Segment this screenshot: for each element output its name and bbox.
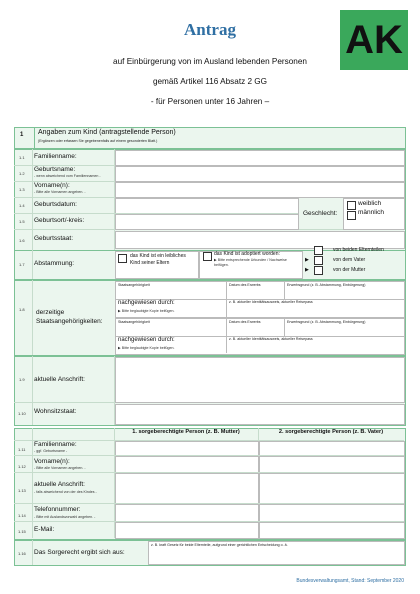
adopted-father-checkbox[interactable]: [314, 256, 323, 265]
birth-date-field[interactable]: [115, 198, 299, 214]
birth-place-field[interactable]: [115, 214, 299, 230]
first-names-label: Vorname(n):: [34, 182, 70, 189]
address-field[interactable]: [115, 357, 405, 403]
section-1-title: Angaben zum Kind (antragstellende Person): [38, 129, 176, 136]
birth-name-label: Geburtsname:: [34, 166, 76, 173]
descent-biological-label: das Kind ist ein leibliches Kind seiner Eltern: [130, 253, 186, 266]
birth-name-field[interactable]: [115, 166, 405, 182]
residence-state-field[interactable]: [115, 404, 405, 425]
guardian-1-email-field[interactable]: [115, 522, 259, 539]
citizenship-label: derzeitige Staatsangehörigkeiten:: [36, 309, 103, 325]
gender-female-label: weiblich: [358, 200, 382, 207]
section-1-number: 1: [20, 132, 24, 138]
descent-biological-checkbox[interactable]: [118, 254, 127, 263]
guardian-1-phone-field[interactable]: [115, 504, 259, 522]
guardian-1-first-names-field[interactable]: [115, 456, 259, 473]
guardian-1-family-name-field[interactable]: [115, 441, 259, 456]
guardian-2-header: 2. sorgeberechtigte Person (z. B. Vater): [278, 429, 384, 435]
subtitle-line-1: auf Einbürgerung von im Ausland lebenden Personen: [113, 57, 307, 66]
subtitle-line-2: gemäß Artikel 116 Absatz 2 GG: [152, 77, 268, 86]
ak-logo: AK: [340, 10, 408, 70]
guardian-2-family-name-field[interactable]: [259, 441, 405, 456]
adopted-both-parents-checkbox[interactable]: [314, 246, 323, 255]
birth-date-label: Geburtsdatum:: [34, 201, 77, 208]
guardian-phone-label: Telefonnummer:: [34, 506, 81, 513]
guardian-2-address-field[interactable]: [259, 473, 405, 504]
section-1-note: (Ergänzen oder erfassen Sie gegebenenfalls auf einem gesonderten Blatt.): [38, 139, 158, 143]
gender-female-checkbox[interactable]: [347, 201, 356, 210]
subtitle-line-3: - für Personen unter 16 Jahren –: [150, 97, 270, 106]
birth-place-label: Geburtsort/-kreis:: [34, 217, 85, 224]
adopted-mother-checkbox[interactable]: [314, 266, 323, 275]
guardian-address-label: aktuelle Anschrift:: [34, 481, 85, 488]
guardian-email-label: E-Mail:: [34, 526, 55, 533]
first-names-field[interactable]: [115, 182, 405, 198]
guardian-2-phone-field[interactable]: [259, 504, 405, 522]
guardian-first-names-label: Vorname(n):: [34, 458, 70, 465]
family-name-label: Familienname:: [34, 153, 77, 160]
guardian-1-header: 1. sorgeberechtigte Person (z. B. Mutter): [132, 429, 240, 435]
gender-male-checkbox[interactable]: [347, 211, 356, 220]
birth-state-label: Geburtsstaat:: [34, 235, 74, 242]
descent-adopted-checkbox[interactable]: [203, 252, 212, 261]
guardian-1-address-field[interactable]: [115, 473, 259, 504]
residence-state-label: Wohnsitzstaat:: [34, 408, 77, 415]
gender-male-label: männlich: [358, 209, 385, 216]
form-title: Antrag: [184, 20, 236, 39]
descent-adopted-label: das Kind ist adoptiert worden:: [214, 251, 280, 257]
family-name-field[interactable]: [115, 150, 405, 166]
guardian-2-email-field[interactable]: [259, 522, 405, 539]
guardian-family-name-label: Familienname:: [34, 441, 77, 448]
footer-note: Bundesverwaltungsamt, Stand: September 2020: [296, 578, 404, 584]
gender-label: Geschlecht:: [303, 210, 338, 217]
custody-label: Das Sorgerecht ergibt sich aus:: [34, 549, 125, 556]
address-label: aktuelle Anschrift:: [34, 376, 85, 383]
guardian-2-first-names-field[interactable]: [259, 456, 405, 473]
descent-label: Abstammung:: [34, 260, 75, 267]
